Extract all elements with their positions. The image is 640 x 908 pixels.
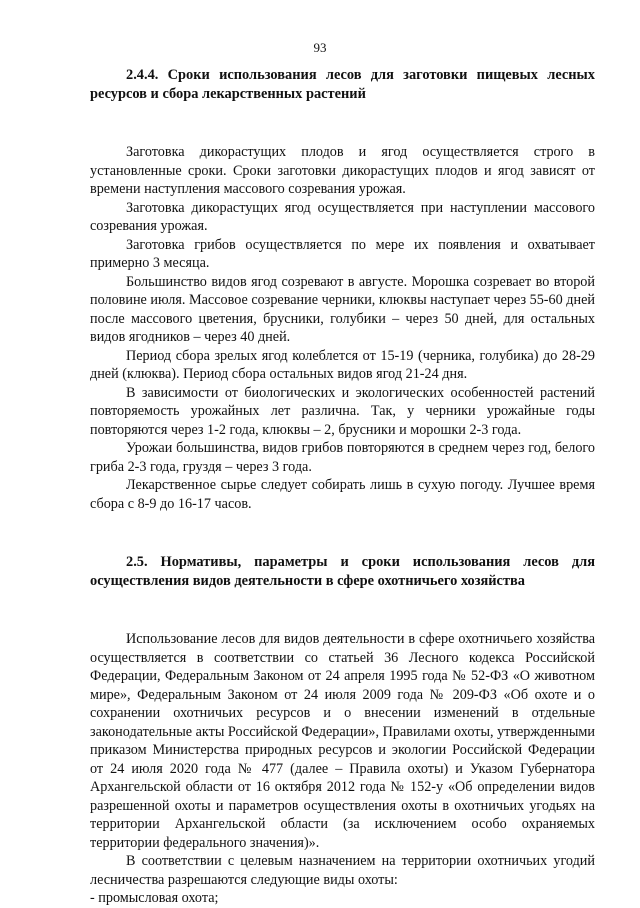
section-heading-2-5: 2.5. Нормативы, параметры и сроки использования лесов для осуществления видов деятельности в сфере охотничьего хозяйства bbox=[90, 554, 595, 589]
page-content bbox=[90, 66, 595, 908]
paragraph: Заготовка грибов осуществляется по мере их появления и охватывает примерно 3 месяца. bbox=[90, 236, 595, 272]
paragraph: Большинство видов ягод созревают в августе. Морошка созревает во второй половине июля. Массовое созревание черники, клюквы наступает через 55-60 дней после массового цветения, брусники, голубики – через 50 дней, для остальных видов ягодников – через 40 дней. bbox=[90, 273, 595, 346]
paragraph: В зависимости от биологических и экологических особенностей растений повторяемость урожайных лет различна. Так, у черники урожайные годы повторяются через 1-2 года, клюквы – 2, брусники и морошки 2-3 года. bbox=[90, 384, 595, 438]
paragraph: Урожаи большинства, видов грибов повторяются в среднем через год, белого гриба 2-3 года, груздя – через 3 года. bbox=[90, 440, 595, 475]
paragraph: В соответствии с целевым назначением на территории охотничьих угодий лесничества разрешаются следующие виды охоты: bbox=[90, 853, 595, 888]
paragraph: Лекарственное сырье следует собирать лишь в сухую погоду. Лучшее время сбора с 8-9 до 16-17 часов. bbox=[90, 477, 595, 512]
paragraph: Использование лесов для видов деятельности в сфере охотничьего хозяйства осуществляется в соответствии со статьей 36 Лесного кодекса Российской Федерации, Федеральным Законом от 24 апреля 1995 года № 52-ФЗ «О животном мире», Федеральным Законом от 24 июля 2009 года № 209-ФЗ «Об охоте и о сохранении охотничьих ресурсов и о внесении изменений в отдельные законодательные акты Российской Федерации», Правилами охоты, утвержденными приказом Министерства природных ресурсов и экологии Российской Федерации от 24 июля 2020 года № 477 (далее – Правила охоты) и Указом Губернатора Архангельской области от 16 октября 2012 года № 152-у «Об определении видов разрешенной охоты и параметров осуществления охоты в охотничьих угодьях на территории Архангельской области (за исключением особо охраняемых территории федерального значения)». bbox=[90, 631, 595, 851]
section-gap bbox=[90, 513, 595, 553]
section-heading-2-4-4: 2.4.4. Сроки использования лесов для заготовки пищевых лесных ресурсов и сбора лекарственных растений bbox=[90, 67, 595, 102]
list-item: - промысловая охота; bbox=[90, 890, 219, 907]
paragraph: Заготовка дикорастущих плодов и ягод осуществляется строго в установленные сроки. Сроки заготовки дикорастущих плодов и ягод зависят от времени наступления массового созревания урожая. bbox=[90, 144, 595, 198]
page-number: 93 bbox=[313, 40, 327, 55]
paragraph: Заготовка дикорастущих ягод осуществляется при наступлении массового созревания урожая. bbox=[90, 199, 595, 235]
paragraph: Период сбора зрелых ягод колеблется от 15-19 (черника, голубика) до 28-29 дней (клюква). Период сбора остальных видов ягод 21-24 дня. bbox=[90, 347, 595, 383]
